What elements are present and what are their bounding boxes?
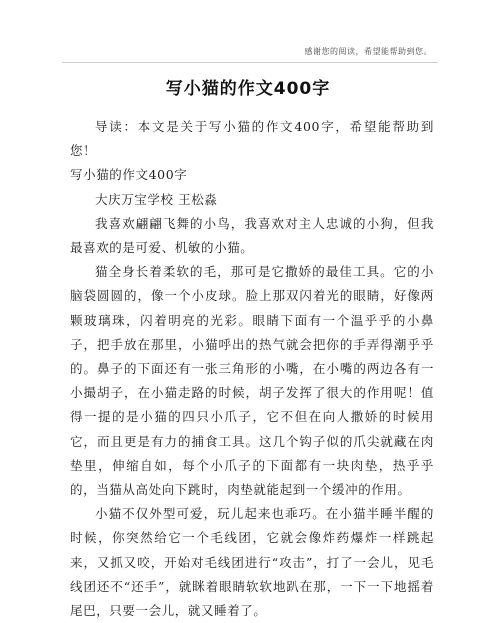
header-divider: [62, 62, 438, 63]
intro-paragraph: 导读：本文是关于写小猫的作文400字，希望能帮助到您！: [70, 119, 434, 159]
body-paragraph: 猫全身长着柔软的毛，那可是它撒娇的最佳工具。它的小脑袋圆圆的，像一个小皮球。脸上那双闪着光的眼睛，好像两颗玻璃珠，闪着明亮的光彩。眼睛下面有一个温乎乎的小鼻子，把手放在那里，小猫呼出的热气就会把你的手弄得潮乎乎的。鼻子的下面还有一张三角形的小嘴，在小嘴的两边各有一小撮胡子，在小猫走路的时候，胡子发挥了很大的作用呢！值得一提的是小猫的四只小爪子，它不但在向人撒娇的时候用它，而且更是有力的捕食工具。这几个钩子似的爪尖就藏在肉垫里，伸缩自如，每个小爪子的下面都有一块肉垫，热乎乎的，当猫从高处向下跳时，肉垫就能起到一个缓冲的作用。: [70, 264, 434, 498]
document-body: [70, 115, 434, 623]
subtitle: 写小猫的作文400字: [70, 167, 188, 183]
author-line: 大庆万宝学校 王松淼: [95, 191, 218, 207]
header-note: 感谢您的阅读，希望能帮助到您。: [304, 47, 432, 56]
body-paragraph: 小猫不仅外型可爱，玩儿起来也乖巧。在小猫半睡半醒的时候，你突然给它一个毛线团，它就会像炸药爆炸一样跳起来，又抓又咬，开始对毛线团进行“攻击”，打了一会儿，见毛线团还不“还手”，就眯着眼睛软软地趴在那，一下一下地摇着尾巴，只要一会儿，就又睡着了。: [70, 506, 434, 619]
page-title: 写小猫的作文400字: [165, 79, 331, 99]
body-paragraph: 我喜欢翩翩飞舞的小鸟，我喜欢对主人忠诚的小狗，但我最喜欢的是可爱、机敏的小猫。: [70, 215, 434, 256]
